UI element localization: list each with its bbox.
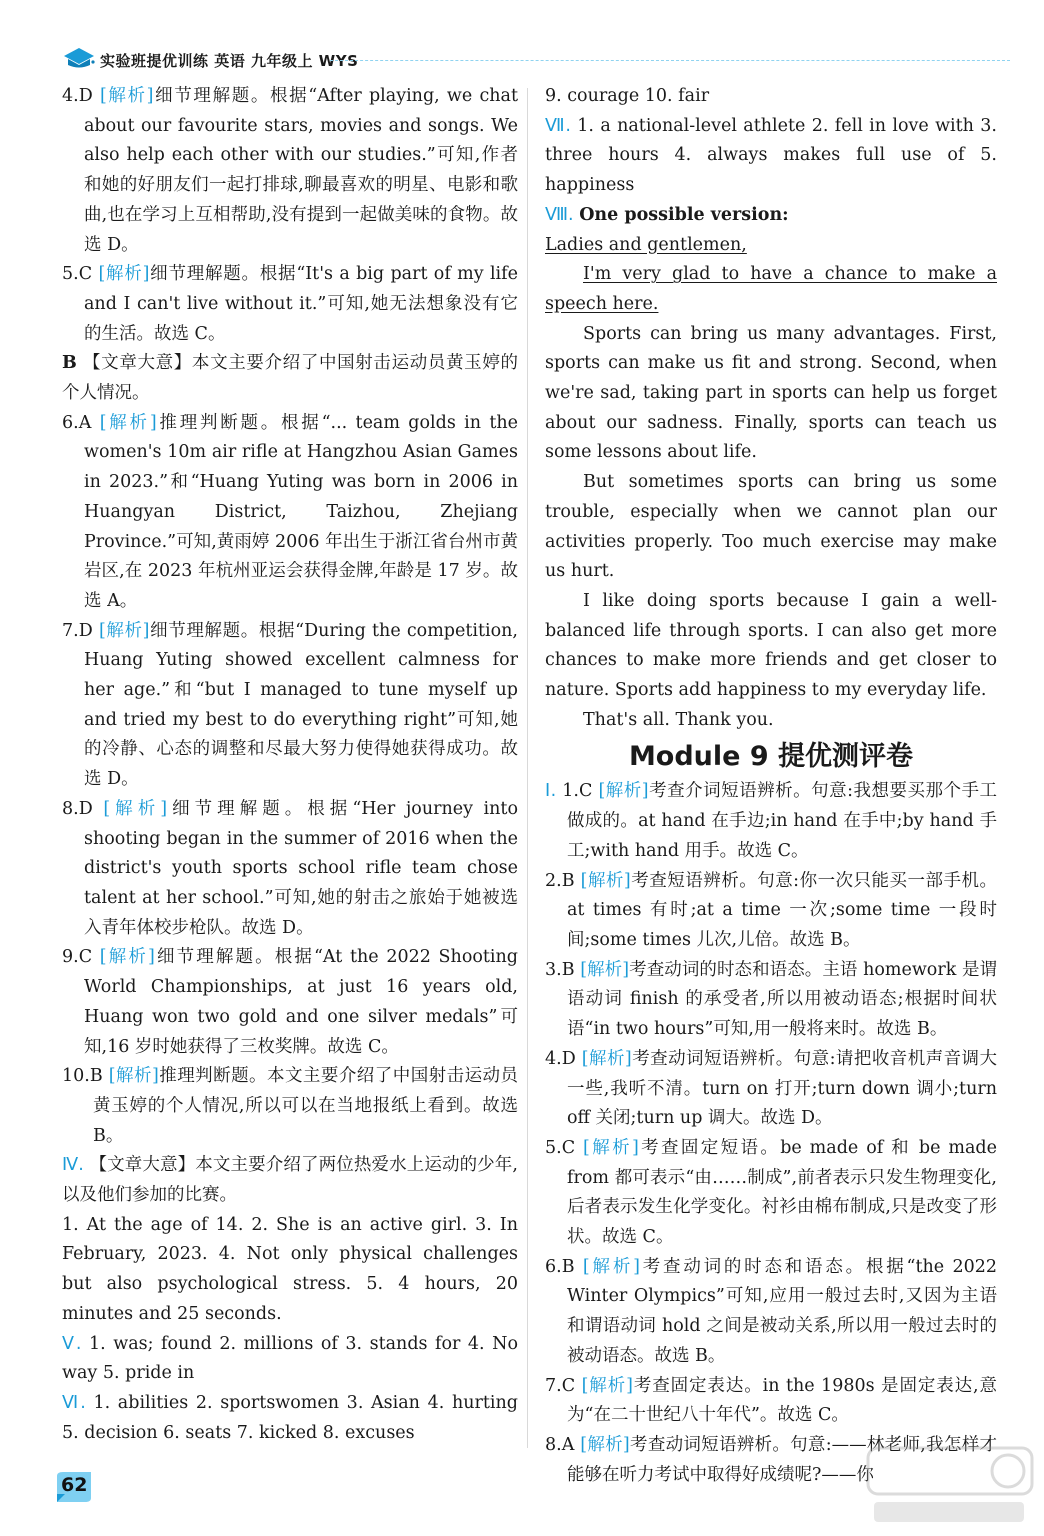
answer-paragraph [545, 201, 997, 231]
paragraph-text: 考查动词短语辨析。句意:请把收音机声音调大一些,我听不清。turn on 打开;turn down 调小;turn off 关闭;turn up 调大。故选 D。 [567, 1048, 997, 1129]
paragraph-text: 细节理解题。根据“During the competition, Huang Yuting showed excellent calmness for her age.”和“but I managed to tune myself up and tried my best to do everything right”可知,她的冷静、心态的调整和尽最大努力使得她获得成功。故选 D。 [84, 620, 518, 790]
answer-paragraph [545, 112, 997, 201]
paragraph-text: 【文章大意】本文主要介绍了两位热爱水上运动的少年,以及他们参加的比赛。 [62, 1155, 518, 1206]
analysis-tag: [解析] [98, 264, 150, 285]
right-bottom-section [545, 777, 997, 1490]
section-letter: B [62, 353, 77, 374]
answer-paragraph [545, 867, 997, 956]
paragraph-text: 【文章大意】本文主要介绍了中国射击运动员黄玉婷的个人情况。 [62, 353, 518, 404]
right-top-section [545, 82, 997, 735]
item-number: 8.A [545, 1434, 575, 1455]
paragraph-text: 考查动词的时态和语态。根据“the 2022 Winter Olympics”可知,应用一般过去时,又因为主语和谓语动词 hold 之间是被动关系,所以用一般过去时的被动语态。故选 B。 [567, 1256, 997, 1366]
paragraph-text: 1. a national-level athlete 2. fell in love with 3. three hours 4. always makes full use of 5. happiness [545, 115, 997, 196]
page-number-badge [55, 1470, 95, 1504]
analysis-tag: [解析] [580, 959, 630, 980]
item-number: 3.B [545, 959, 575, 980]
item-number: 5.C [62, 264, 93, 285]
analysis-tag: [解析] [581, 1375, 633, 1396]
analysis-tag: [解析] [580, 1434, 630, 1455]
paragraph-text: 细节理解题。根据“After playing, we chat about our favourite stars, movies and songs. We also help each other with our studies.”可知,作者和她的好朋友们一起打排球,聊最喜欢的明星、电影和歌曲,也在学习上互相帮助,没有提到一起做美味的食物。故选 D。 [84, 86, 518, 255]
answer-paragraph [62, 943, 518, 1062]
watermark-logo-icon [860, 1440, 1040, 1530]
paragraph-text: 考查固定短语。be made of 和 be made from 都可表示“由……制成”,前者表示只发生物理变化,后者表示发生化学变化。衬衫由棉布制成,只是改变了形状。故选 C。 [567, 1137, 997, 1248]
item-number: 6.A [62, 412, 92, 433]
answer-paragraph [62, 1389, 518, 1448]
answer-paragraph [62, 409, 518, 617]
paragraph-text: 考查动词短语辨析。句意:——林老师,我怎样才能够在听力考试中取得好成绩呢?——你 [567, 1434, 997, 1485]
item-number: 6.B [545, 1256, 575, 1277]
paragraph-text: I'm very glad to have a chance to make a speech here. [545, 264, 997, 314]
answer-paragraph [545, 260, 997, 319]
paragraph-text: But sometimes sports can bring us some trouble, especially when we cannot plan our activities properly. Too much exercise may make us hurt. [545, 472, 997, 582]
answer-paragraph [62, 1211, 518, 1330]
left-column [62, 82, 518, 1448]
item-number: 2.B [545, 870, 575, 891]
paragraph-text: 1. At the age of 14. 2. She is an active girl. 3. In February, 2023. 4. Not only physical challenges but also psychological stress. 5. 4 hours, 20 minutes and 25 seconds. [62, 1214, 518, 1324]
section-numeral: Ⅰ. [545, 781, 557, 802]
answer-paragraph [545, 320, 997, 469]
paragraph-text: 推理判断题。本文主要介绍了中国射击运动员黄玉婷的个人情况,所以可以在当地报纸上看到。故选 B。 [93, 1066, 518, 1146]
analysis-tag: [解析] [582, 1256, 640, 1277]
book-logo-icon [62, 44, 96, 70]
module-title: Module 9 提优测评卷 [628, 741, 914, 773]
section-numeral: Ⅷ. [545, 204, 574, 225]
analysis-tag: [解析] [103, 798, 168, 819]
item-number: 1.C [562, 781, 593, 802]
paragraph-text: 细节理解题。根据“It's a big part of my life and I can't live without it.”可知,她无法想象没有它的生活。故选 C。 [84, 264, 518, 344]
answer-paragraph [62, 349, 518, 408]
right-column [545, 82, 997, 1490]
paragraph-text: 细节理解题。根据“Her journey into shooting began in the summer of 2016 when the district's youth sports school rifle team chose talent at her school.”可知,她的射击之旅始于她被选入青年体校步枪队。故选 D。 [84, 798, 518, 938]
answer-paragraph [545, 1134, 997, 1253]
answer-paragraph [545, 1372, 997, 1431]
item-number: 5.C [545, 1137, 576, 1158]
section-numeral: Ⅳ. [62, 1155, 84, 1176]
analysis-tag: [解析] [98, 620, 150, 641]
answer-paragraph [545, 1253, 997, 1372]
answer-paragraph [62, 1062, 518, 1151]
answer-paragraph [545, 468, 997, 587]
analysis-tag: [解析] [99, 947, 155, 968]
paragraph-text: That's all. Thank you. [583, 709, 774, 730]
analysis-tag: [解析] [598, 781, 649, 802]
answer-paragraph [545, 231, 997, 261]
section-numeral: Ⅴ. [62, 1333, 82, 1354]
paragraph-text: 1. abilities 2. sportswomen 3. Asian 4. hurting 5. decision 6. seats 7. kicked 8. excuses [62, 1392, 518, 1443]
item-number: 9.C [62, 947, 93, 968]
analysis-tag: [解析] [99, 412, 157, 433]
analysis-tag: [解析] [108, 1066, 159, 1087]
version-label: One possible version: [579, 204, 789, 225]
paragraph-text: Sports can bring us many advantages. First, sports can make us fit and strong. Second, when we're sad, taking part in sports can help us forget about our sadness. Finally, sports can teach us some lessons about life. [545, 323, 997, 463]
paragraph-text: 考查短语辨析。句意:你一次只能买一部手机。at times 有时;at a time 一次;some time 一段时间;some times 儿次,儿倍。故选 B。 [567, 870, 997, 950]
answer-paragraph [545, 587, 997, 706]
paragraph-text: 考查固定表达。in the 1980s 是固定表达,意为“在二十世纪八十年代”。故选 C。 [567, 1375, 997, 1426]
item-number: 4.D [545, 1048, 576, 1069]
paragraph-text: 1. was; found 2. millions of 3. stands for 4. No way 5. pride in [62, 1333, 518, 1384]
analysis-tag: [解析] [583, 1137, 639, 1158]
item-number: 4.D [62, 86, 93, 106]
analysis-tag: [解析] [581, 1048, 632, 1069]
answer-paragraph [62, 1330, 518, 1389]
paragraph-text: 推理判断题。根据“... team golds in the women's 10m air rifle at Hangzhou Asian Games in 2023.”和“Huang Yuting was born in 2006 in Huangyan District, Taizhou, Zhejiang Province.”可知,黄雨婷 2006 年出生于浙江省台州市黄岩区,在 2023 年杭州亚运会获得金牌,年龄是 17 岁。故选 A。 [84, 412, 518, 611]
page-header [0, 0, 1044, 80]
answer-paragraph [62, 260, 518, 349]
paragraph-text: 9. courage 10. fair [545, 86, 710, 106]
paragraph-text: 考查介词短语辨析。句意:我想要买那个手工做成的。at hand 在手边;in hand 在手中;by hand 手工;with hand 用手。故选 C。 [567, 781, 997, 861]
paragraph-text: 考查动词的时态和语态。主语 homework 是谓语动词 finish 的承受者,所以用被动语态;根据时间状语“in two hours”可知,用一般将来时。故选 B。 [567, 959, 998, 1040]
column-divider [527, 88, 528, 1448]
page-number: 62 [61, 1474, 88, 1496]
paragraph-text: 细节理解题。根据“At the 2022 Shooting World Championships, at just 16 years old, Huang won two gold and one silver medals”可知,16 岁时她获得了三枚奖牌。故选 C。 [84, 947, 518, 1057]
section-numeral: Ⅶ. [545, 115, 571, 136]
analysis-tag: [解析] [99, 86, 154, 106]
answer-paragraph [545, 82, 997, 112]
answer-paragraph [545, 1045, 997, 1134]
paragraph-text: Ladies and gentlemen, [545, 234, 747, 255]
item-number: 10.B [62, 1066, 103, 1087]
header-rule [330, 60, 1010, 61]
answer-paragraph [545, 956, 997, 1045]
item-number: 8.D [62, 798, 93, 819]
section-numeral: Ⅵ. [62, 1392, 86, 1413]
header-title: 实验班提优训练 英语 九年级上 WYS [100, 52, 359, 70]
item-number: 7.C [545, 1375, 576, 1396]
answer-paragraph [545, 706, 997, 736]
analysis-tag: [解析] [580, 870, 631, 891]
answer-paragraph [62, 795, 518, 944]
answer-paragraph [62, 617, 518, 795]
answer-paragraph [62, 1151, 518, 1210]
paragraph-text: I like doing sports because I gain a well-balanced life through sports. I can also get more chances to make more friends and get closer to nature. Sports add happiness to my everyday life. [545, 590, 997, 701]
item-number: 7.D [62, 620, 93, 641]
answer-paragraph [62, 82, 518, 260]
answer-paragraph [545, 777, 997, 866]
